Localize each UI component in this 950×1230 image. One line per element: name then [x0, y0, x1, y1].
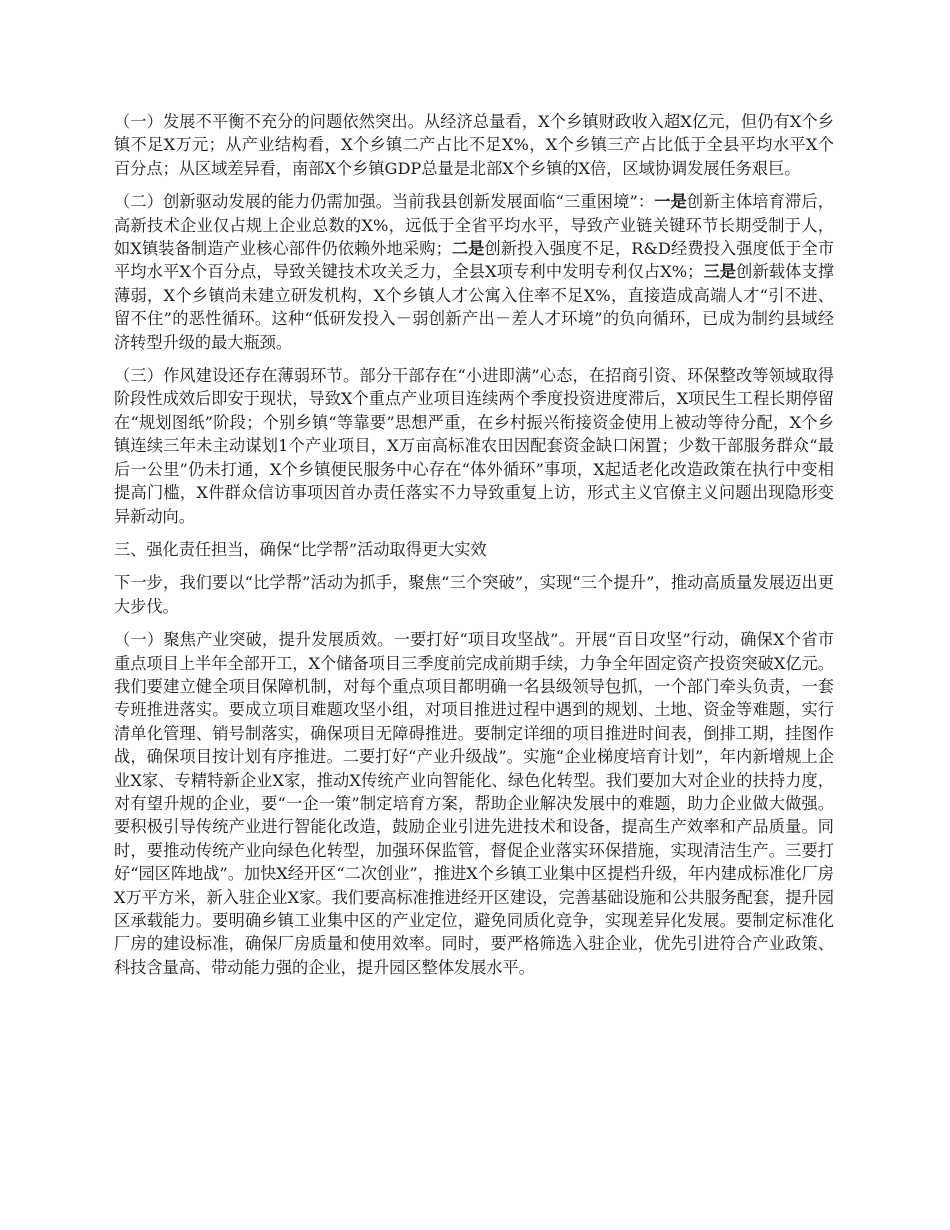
paragraph-industry-breakthrough: （一）聚焦产业突破，提升发展质效。一要打好“项目攻坚战”。开展“百日攻坚”行动，确保X个省市重点项目上半年全部开工，X个储备项目三季度前完成前期手续，力争全年固定资产投资突破X亿元。我们要建立健全项目保障机制，对每个重点项目都明确一名县级领导包抓，一个部门牵头负责，一套专班推进落实。要成立项目难题攻坚小组，对项目推进过程中遇到的规划、土地、资金等难题，实行清单化管理、销号制落实，确保项目无障碍推进。要制定详细的项目推进时间表，倒排工期，挂图作战，确保项目按计划有序推进。二要打好“产业升级战”。实施“企业梯度培育计划”，年内新增规上企业X家、专精特新企业X家，推动X传统产业向智能化、绿色化转型。我们要加大对企业的扶持力度，对有望升规的企业，要“一企一策”制定培育方案，帮助企业解决发展中的难题，助力企业做大做强。要积极引导传统产业进行智能化改造，鼓励企业引进先进技术和设备，提高生产效率和产品质量。同时，要推动传统产业向绿色化转型，加强环保监管，督促企业落实环保措施，实现清洁生产。三要打好“园区阵地战”。加快X经开区“二次创业”，推进X个乡镇工业集中区提档升级，年内建成标准化厂房X万平方米，新入驻企业X家。我们要高标准推进经开区建设，完善基础设施和公共服务配套，提升园区承载能力。要明确乡镇工业集中区的产业定位，避免同质化竞争，实现差异化发展。要制定标准化厂房的建设标准，确保厂房质量和使用效率。同时，要严格筛选入驻企业，优先引进符合产业政策、科技含量高、带动能力强的企业，提升园区整体发展水平。	[114, 630, 834, 977]
point-3-text: 创新载体支撑薄弱，X个乡镇尚未建立研发机构，X个乡镇人才公寓入住率不足X%，直接造成高端人才“引不进、留不住”的恶性循环。这种“低研发投入－弱创新产出－差人才环境”的负向循环，已成为制约县域经济转型升级的最大瓶颈。	[114, 262, 835, 352]
paragraph-uneven-development: （一）发展不平衡不充分的问题依然突出。从经济总量看，X个乡镇财政收入超X亿元，但仍有X个乡镇不足X万元；从产业结构看，X个乡镇二产占比不足X%，X个乡镇三产占比低于全县平均水平X个百分点；从区域差异看，南部X个乡镇GDP总量是北部X个乡镇的X倍，区域协调发展任务艰巨。	[114, 112, 834, 178]
point-1-marker: 一是	[654, 192, 687, 212]
point-2-text: 创新投入强度不足，R&D经费投入强度低于全市平均水平X个百分点，导致关键技术攻关乏力，全县X项专利中发明专利仅占X%；	[114, 239, 834, 282]
point-1-text: 创新主体培育滞后，高新技术企业仅占规上企业总数的X%，远低于全省平均水平，导致产业链关键环节长期受制于人，如X镇装备制造产业核心部件仍依赖外地采购；	[114, 192, 834, 259]
section-heading-three: 三、强化责任担当，确保“比学帮”活动取得更大实效	[114, 539, 487, 559]
paragraph-innovation-capacity	[114, 190, 834, 354]
paragraph-work-style: （三）作风建设还存在薄弱环节。部分干部存在“小进即满”心态，在招商引资、环保整改等领域取得阶段性成效后即安于现状，导致X个重点产业项目连续两个季度投资进度滞后，X项民生工程长期停留在“规划图纸”阶段；个别乡镇“等靠要”思想严重，在乡村振兴衔接资金使用上被动等待分配，X个乡镇连续三年未主动谋划1个产业项目，X万亩高标准农田因配套资金缺口闲置；少数干部服务群众“最后一公里”仍未打通，X个乡镇便民服务中心存在“体外循环”事项，X起适老化改造政策在执行中变相提高门槛，X件群众信访事项因首办责任落实不力导致重复上访，形式主义官僚主义问题出现隐形变异新动向。	[114, 366, 834, 526]
paragraph-next-steps: 下一步，我们要以“比学帮”活动为抓手，聚焦“三个突破”，实现“三个提升”，推动高质量发展迈出更大步伐。	[114, 573, 834, 616]
point-3-marker: 三是	[703, 262, 737, 282]
document-body	[114, 110, 834, 989]
paragraph-lead: （二）创新驱动发展的能力仍需加强。当前我县创新发展面临“三重困境”：	[114, 192, 655, 212]
point-2-marker: 二是	[451, 239, 485, 259]
